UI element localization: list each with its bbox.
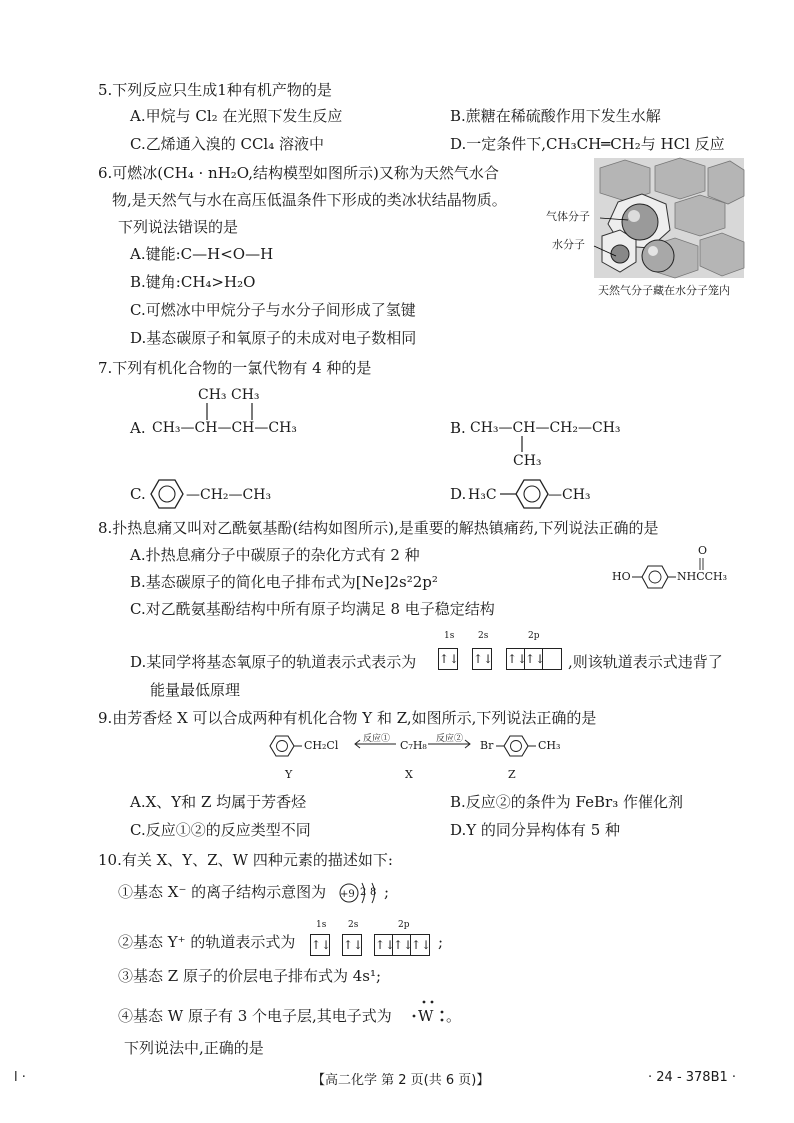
q9-stem: 9.由芳香烃 X 可以合成两种有机化合物 Y 和 Z,如图所示,下列说法正确的是 [98, 709, 597, 727]
q10-orbital-1s-label: 1s [316, 920, 327, 930]
q7-stem: 7.下列有机化合物的一氯代物有 4 种的是 [98, 359, 372, 377]
q9-x-formula: C₇H₈ [400, 739, 427, 752]
q6-option-a: A.键能:C—H<O—H [130, 245, 274, 263]
q9-option-b: B.反应②的条件为 FeBr₃ 作催化剂 [450, 793, 683, 811]
q7-option-a-label: A. [130, 419, 146, 437]
q7-option-d-right-methyl: —CH₃ [548, 487, 591, 503]
q5-stem: 5.下列反应只生成1种有机产物的是 [98, 81, 332, 99]
q6-stem-line3: 下列说法错误的是 [118, 218, 239, 236]
q10-item2-end: ; [438, 933, 444, 951]
q10-nucleus-charge: +9 [340, 889, 355, 900]
q10-shell1-electrons: 2 [360, 887, 367, 898]
q10-item4-end: 。 [446, 1007, 462, 1025]
q8-option-d-part3: 能量最低原理 [150, 681, 241, 699]
q7-option-b-formula: CH₃—CH—CH₂—CH₃ [470, 420, 621, 436]
q10-item2: ②基态 Y⁺ 的轨道表示式为 [118, 933, 296, 951]
q8-struct-carbonyl-o: O [698, 544, 708, 557]
q10-lewis-symbol: W [418, 1007, 434, 1025]
q9-y-substituent: CH₂Cl [304, 739, 339, 752]
q7-option-a-formula: CH₃—CH—CH—CH₃ [152, 420, 297, 436]
q5-option-a: A.甲烷与 Cl₂ 在光照下发生反应 [130, 107, 343, 125]
q8-orbital-1s-box: ↑↓ [438, 648, 458, 670]
q8-option-d-part2: ,则该轨道表示式违背了 [568, 653, 723, 671]
footer-code: · 24 - 378B1 · [648, 1070, 737, 1085]
q10-stem: 10.有关 X、Y、Z、W 四种元素的描述如下: [98, 851, 393, 869]
q5-option-c: C.乙烯通入溴的 CCl₄ 溶液中 [130, 135, 325, 153]
q9-label-z: Z [508, 768, 516, 781]
footer-left-mark: l · [14, 1070, 26, 1085]
q10-item3: ③基态 Z 原子的价层电子排布式为 4s¹; [118, 967, 382, 985]
q10-item1: ①基态 X⁻ 的离子结构示意图为 [118, 883, 327, 901]
q6-option-d: D.基态碳原子和氧原子的未成对电子数相同 [130, 329, 417, 347]
q9-label-y: Y [285, 768, 293, 781]
q9-z-methyl: CH₃ [538, 739, 561, 752]
q9-z-bromo: Br [480, 739, 494, 752]
q8-option-a: A.扑热息痛分子中碳原子的杂化方式有 2 种 [130, 546, 420, 564]
q5-option-d: D.一定条件下,CH₃CH═CH₂与 HCl 反应 [450, 135, 725, 153]
q6-figure-caption: 天然气分子藏在水分子笼内 [598, 284, 730, 297]
q8-orbital-1s-label: 1s [444, 631, 455, 641]
q6-figure-gas-label: 气体分子 [546, 210, 590, 223]
q10-orbital-1s-box: ↑↓ [310, 934, 330, 956]
q6-option-b: B.键角:CH₄>H₂O [130, 273, 256, 291]
q10-item1-end: ; [384, 883, 390, 901]
q8-orbital-2p-label: 2p [528, 631, 540, 641]
q10-orbital-2s-label: 2s [348, 920, 359, 930]
q7-option-c-label: C. [130, 485, 146, 503]
q10-orbital-2s-box: ↑↓ [342, 934, 362, 956]
q6-stem-line1: 6.可燃冰(CH₄ · nH₂O,结构模型如图所示)又称为天然气水合 [98, 164, 499, 182]
q8-stem: 8.扑热息痛又叫对乙酰氨基酚(结构如图所示),是重要的解热镇痛药,下列说法正确的是 [98, 519, 659, 537]
q7-a-top-methyls: CH₃ CH₃ [198, 387, 260, 403]
q10-item4: ④基态 W 原子有 3 个电子层,其电子式为 [118, 1007, 392, 1025]
q5-option-b: B.蔗糖在稀硫酸作用下发生水解 [450, 107, 661, 125]
q9-arrow1-label: 反应① [363, 734, 391, 744]
q8-struct-ho: HO [612, 570, 631, 583]
q9-arrow2-label: 反应② [436, 734, 464, 744]
q6-stem-line2: 物,是天然气与水在高压低温条件下形成的类冰状结晶物质。 [112, 191, 507, 209]
q9-option-d: D.Y 的同分异构体有 5 种 [450, 821, 621, 839]
q10-orbital-2p-label: 2p [398, 920, 410, 930]
q7-option-d-left-methyl: H₃C [468, 487, 497, 503]
q10-orbital-2p-box: ↑↓↑↓↑↓ [374, 934, 430, 956]
q6-option-c: C.可燃冰中甲烷分子与水分子间形成了氢键 [130, 301, 416, 319]
q8-option-c: C.对乙酰氨基酚结构中所有原子均满足 8 电子稳定结构 [130, 600, 495, 618]
q8-option-d-part1: D.某同学将基态氧原子的轨道表示式表示为 [130, 653, 417, 671]
q7-option-b-label: B. [450, 419, 466, 437]
q9-option-a: A.X、Y和 Z 均属于芳香烃 [130, 793, 307, 811]
q10-shell2-electrons: 8 [370, 887, 377, 898]
q9-label-x: X [405, 768, 413, 781]
q8-orbital-2s-box: ↑↓ [472, 648, 492, 670]
q8-struct-amide: NHCCH₃ [677, 570, 728, 583]
q7-option-b-methyl: CH₃ [513, 453, 542, 469]
q7-option-c-substituent: —CH₂—CH₃ [186, 487, 272, 503]
q8-orbital-2p-box: ↑↓↑↓ [506, 648, 562, 670]
q8-option-b: B.基态碳原子的简化电子排布式为[Ne]2s²2p² [130, 573, 438, 591]
q8-orbital-2s-label: 2s [478, 631, 489, 641]
footer-page-label: 【高二化学 第 2 页(共 6 页)】 [312, 1073, 490, 1088]
q10-question: 下列说法中,正确的是 [124, 1039, 264, 1057]
q7-option-d-label: D. [450, 485, 467, 503]
benzene-ring-icon [150, 478, 184, 510]
q6-figure-water-label: 水分子 [552, 238, 585, 251]
q9-option-c: C.反应①②的反应类型不同 [130, 821, 311, 839]
